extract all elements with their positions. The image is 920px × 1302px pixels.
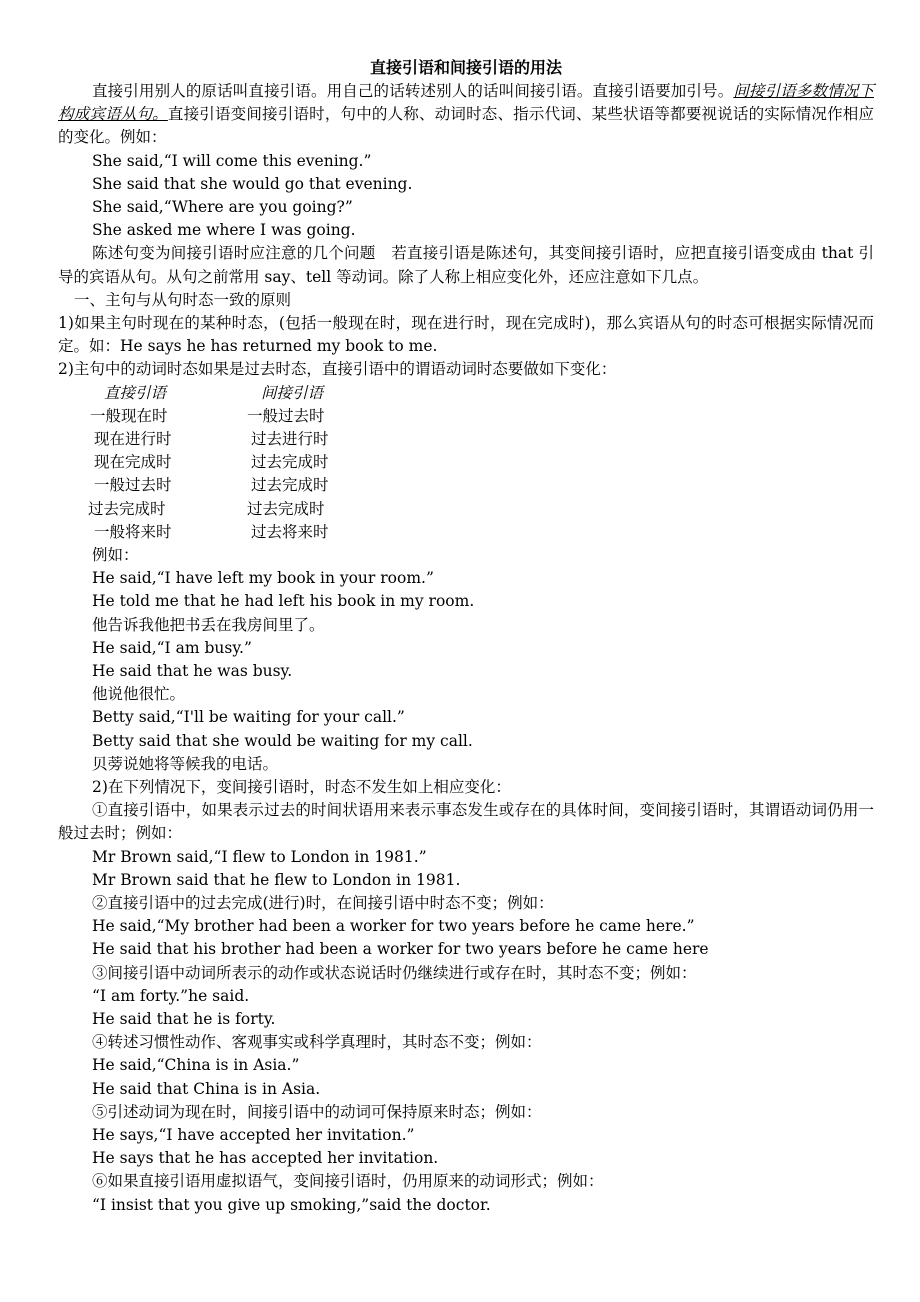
example-line: Betty said,“I'll be waiting for your call.” (92, 708, 405, 727)
statement-note: 陈述句变为间接引语时应注意的几个问题 若直接引语是陈述句，其变间接引语时，应把直接引语变成由 that 引导的宾语从句。从句之前常用 say、tell 等动词。除了人称上相应变化外，还应注意如下几点。 (58, 244, 874, 286)
case-6: ⑥如果直接引语用虚拟语气，变间接引语时，仍用原来的动词形式；例如： (92, 1172, 604, 1191)
example-line: He said that his brother had been a worker for two years before he came here (92, 940, 709, 959)
example-line: He said,“I am busy.” (92, 638, 252, 657)
tense-direct: 一般现在时 (90, 406, 168, 425)
example-line: Mr Brown said that he flew to London in 1981. (92, 870, 461, 889)
tense-indirect: 过去进行时 (251, 430, 329, 449)
tense-indirect: 过去将来时 (251, 522, 329, 541)
example-line: He said,“China is in Asia.” (92, 1056, 300, 1075)
example-line: He says that he has accepted her invitation. (92, 1149, 439, 1168)
example-line: Mr Brown said,“I flew to London in 1981.” (92, 847, 427, 866)
tense-direct: 现在完成时 (94, 453, 172, 472)
example-line: He said that China is in Asia. (92, 1079, 321, 1098)
tense-row (58, 428, 874, 451)
example-line: He told me that he had left his book in my room. (92, 592, 475, 611)
example-line: She said that she would go that evening. (92, 174, 413, 193)
example-line: “I am forty.”he said. (92, 986, 250, 1005)
rule-3: 2)在下列情况下，变间接引语时，时态不发生如上相应变化： (92, 777, 511, 796)
case-3: ③间接引语中动词所表示的动作或状态说话时仍继续进行或存在时，其时态不变；例如： (92, 963, 697, 982)
tense-direct: 过去完成时 (88, 499, 166, 518)
tense-table-header (58, 382, 874, 405)
case-1: ①直接引语中，如果表示过去的时间状语用来表示事态发生或存在的具体时间，变间接引语时，其谓语动词仍用一般过去时；例如： (58, 801, 874, 843)
intro-part1: 直接引用别人的原话叫直接引语。用自己的话转述别人的话叫间接引语。直接引语要加引号。 (92, 82, 734, 100)
tense-row (58, 474, 874, 497)
example-line: 贝蒡说她将等候我的电话。 (92, 754, 279, 773)
example-line: “I insist that you give up smoking,”said the doctor. (92, 1195, 491, 1214)
tense-indirect: 过去完成时 (247, 499, 325, 518)
tense-row (58, 405, 874, 428)
intro-paragraph (58, 80, 874, 150)
rule-1: 1)如果主句时现在的某种时态，(包括一般现在时，现在进行时，现在完成时)，那么宾语从句的时态可根据实际情况而定。如：He says he has returned my book to me. (58, 314, 874, 356)
tense-direct: 现在进行时 (94, 430, 172, 449)
tense-direct: 一般过去时 (94, 476, 172, 495)
tense-row (58, 498, 874, 521)
example-line: She said,“I will come this evening.” (92, 151, 372, 170)
case-2: ②直接引语中的过去完成(进行)时，在间接引语中时态不变；例如： (92, 894, 554, 912)
example-line: He said that he was busy. (92, 661, 293, 680)
example-line: He said,“My brother had been a worker for two years before he came here.” (92, 917, 695, 936)
tense-row (58, 521, 874, 544)
case-4: ④转述习惯性动作、客观事实或科学真理时，其时态不变；例如： (92, 1033, 542, 1052)
example-label: 例如： (92, 545, 139, 564)
section-heading: 一、主句与从句时态一致的原则 (74, 290, 292, 309)
case-5: ⑤引述动词为现在时，间接引语中的动词可保持原来时态；例如： (92, 1102, 542, 1121)
document-page (58, 56, 874, 1217)
tense-row (58, 451, 874, 474)
tense-indirect: 过去完成时 (251, 476, 329, 495)
header-indirect: 间接引语 (261, 383, 324, 402)
example-line: 他说他很忙。 (92, 685, 186, 704)
example-line: She said,“Where are you going?” (92, 198, 353, 217)
example-line: He said that he is forty. (92, 1010, 276, 1029)
tense-indirect: 过去完成时 (251, 453, 329, 472)
intro-part3: 直接引语变间接引语时，句中的人称、动词时态、指示代词、某些状语等都要视说话的实际情况作相应的变化。例如： (58, 105, 874, 147)
tense-table (58, 382, 874, 544)
intro-underlined: 间接引语多数情况下构成宾语从句。 (58, 82, 874, 124)
example-line: 他告诉我他把书丢在我房间里了。 (92, 615, 325, 634)
example-line: He says,“I have accepted her invitation.” (92, 1126, 415, 1145)
rule-2: 2)主句中的动词时态如果是过去时态，直接引语中的谓语动词时态要做如下变化： (58, 360, 617, 379)
example-line: He said,“I have left my book in your room.” (92, 569, 434, 588)
tense-direct: 一般将来时 (94, 522, 172, 541)
tense-indirect: 一般过去时 (247, 406, 325, 425)
example-line: She asked me where I was going. (92, 221, 356, 240)
document-title: 直接引语和间接引语的用法 (369, 58, 562, 77)
example-line: Betty said that she would be waiting for my call. (92, 731, 473, 750)
header-direct: 直接引语 (104, 383, 167, 402)
